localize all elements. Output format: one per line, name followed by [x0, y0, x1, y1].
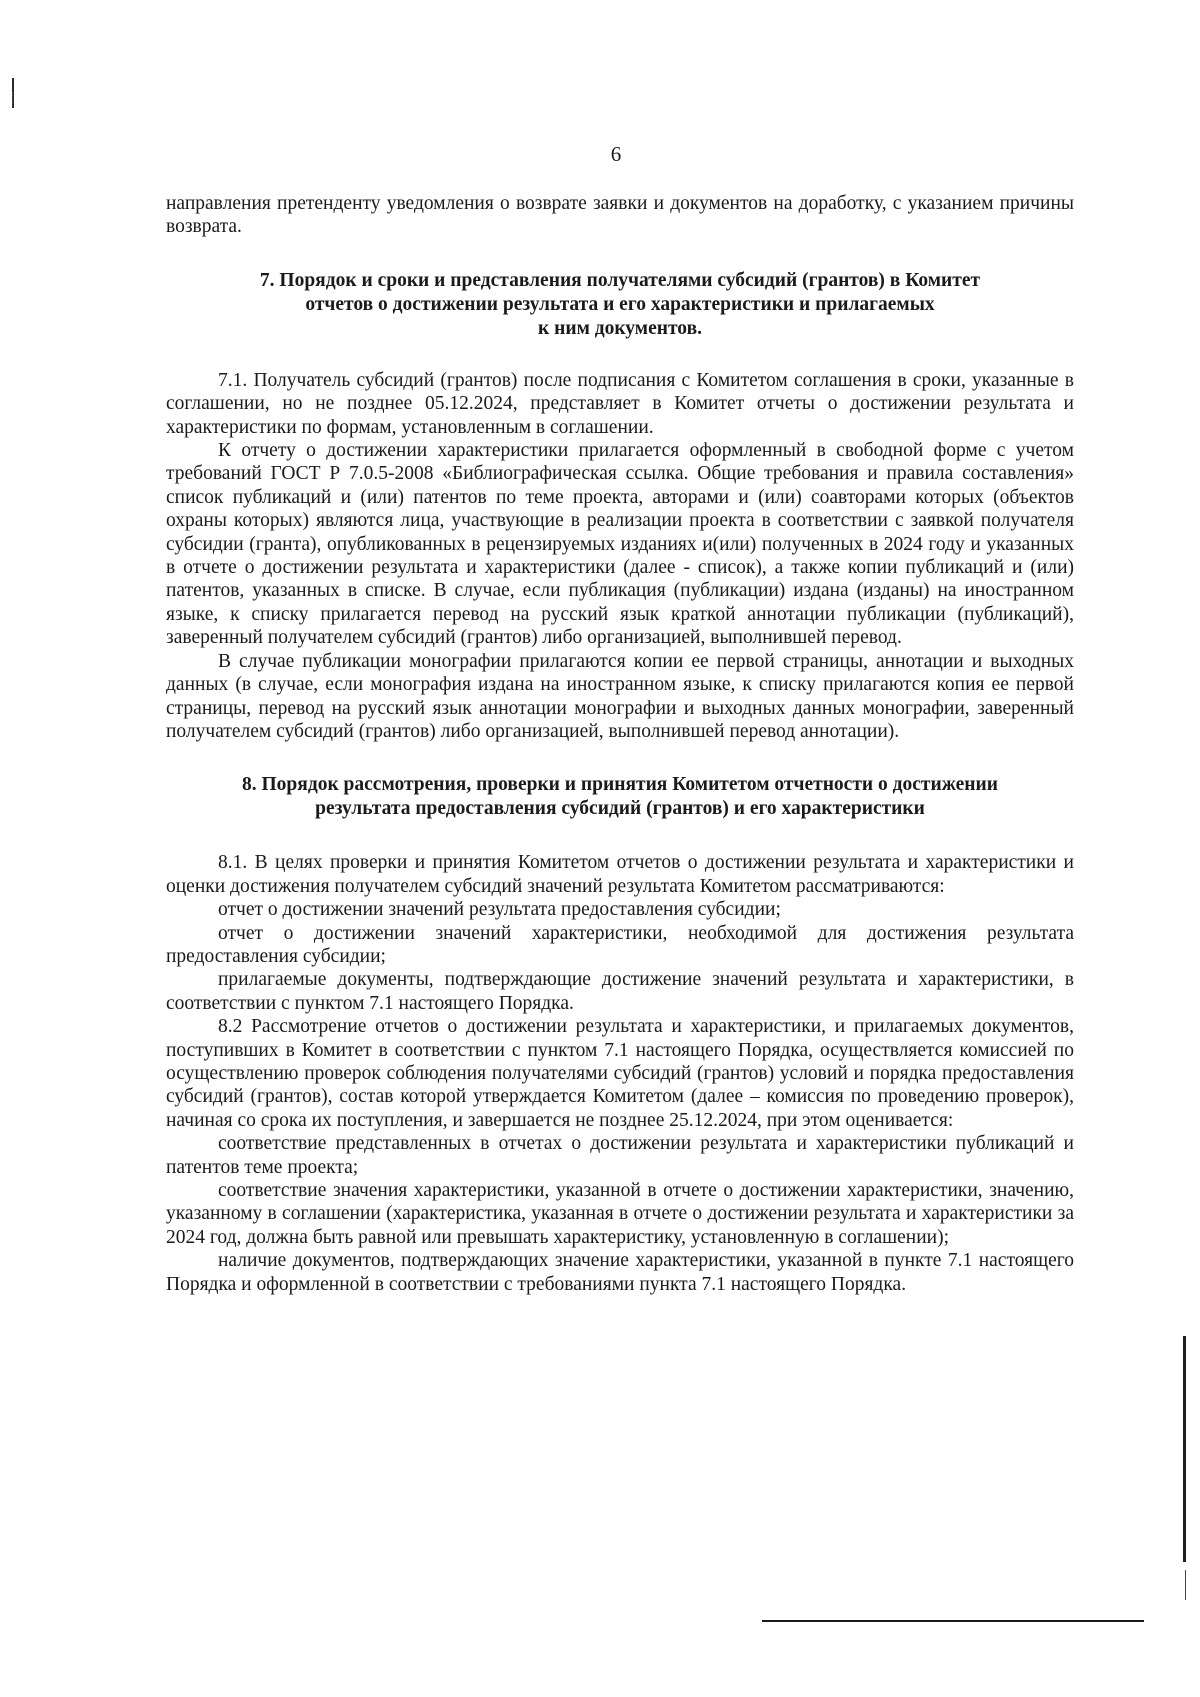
- section-8-heading-line: результата предоставления субсидий (грантов) и его характеристики: [315, 798, 925, 820]
- section-8-paragraph: соответствие представленных в отчетах о достижении результата и характеристики публикаций и патентов теме проекта;: [166, 1133, 1074, 1178]
- section-8-paragraph: 8.2 Рассмотрение отчетов о достижении результата и характеристики, и прилагаемых документов, поступивших в Комитет в соответствии с пунктом 7.1 настоящего Порядка, осуществляется комиссией по осуществлению проверок соблюдения получателями субсидий (грантов) условий и порядка предоставления субсидий (грантов), состав которой утверждается Комитетом (далее – комиссия по проведению проверок), начиная со срока их поступления, и завершается не позднее 25.12.2024, при этом оценивается:: [166, 1016, 1074, 1131]
- footer-rule: [762, 1620, 1144, 1622]
- section-7-heading-line: к ним документов.: [538, 317, 702, 339]
- section-7-heading: [166, 269, 1074, 341]
- section-7-paragraph: К отчету о достижении характеристики прилагается оформленный в свободной форме с учетом требований ГОСТ Р 7.0.5-2008 «Библиографическая ссылка. Общие требования и правила составления» список публикаций и (или) патентов по теме проекта, авторами и (или) соавторами которых (объектов охраны которых) являются лица, участвующие в реализации проекта в соответствии с заявкой получателя субсидии (гранта), опубликованных в рецензируемых изданиях и(или) полученных в 2024 году и указанных в отчете о достижении результата и характеристики (далее - список), а также копии публикаций и (или) патентов, указанных в списке. В случае, если публикация (публикации) издана (изданы) на иностранном языке, к списку прилагается перевод на русский язык краткой аннотации публикации (публикаций), заверенный получателем субсидий (грантов) либо организацией, выполнившей перевод.: [166, 440, 1074, 649]
- page-number: 6: [610, 142, 622, 166]
- section-7-heading-line: 7. Порядок и сроки и представления получателями субсидий (грантов) в Комитет: [259, 269, 981, 291]
- section-8-paragraph: соответствие значения характеристики, указанной в отчете о достижении характеристики, значению, указанному в соглашении (характеристика, указанная в отчете о достижении результата и характеристики за 2024 год, должна быть равной или превышать характеристику, установленную в соглашении);: [166, 1180, 1074, 1248]
- section-7-paragraph: В случае публикации монографии прилагаются копии ее первой страницы, аннотации и выходных данных (в случае, если монография издана на иностранном языке, к списку прилагаются копия ее первой страницы, перевод на русский язык аннотации монографии и выходных данных монографии, заверенный получателем субсидий (грантов) либо организацией, выполнившей перевод аннотации).: [166, 650, 1074, 742]
- scan-artifact-left-dots: [12, 92, 14, 106]
- section-8-paragraph: отчет о достижении значений результата предоставления субсидии;: [218, 899, 781, 921]
- section-8-paragraph: прилагаемые документы, подтверждающие достижение значений результата и характеристики, в соответствии с пунктом 7.1 настоящего Порядка.: [166, 969, 1074, 1014]
- scan-artifact-right: [1183, 1336, 1186, 1562]
- section-7-heading-line: отчетов о достижении результата и его характеристики и прилагаемых: [305, 293, 935, 315]
- section-8-paragraph: отчет о достижении значений характеристики, необходимой для достижения результата предоставления субсидии;: [166, 922, 1074, 967]
- section-8-heading: [166, 773, 1074, 821]
- section-8-paragraph: 8.1. В целях проверки и принятия Комитетом отчетов о достижении результата и характеристики и оценки достижения получателем субсидий значений результата Комитетом рассматриваются:: [166, 852, 1074, 897]
- scan-artifact-right-tail: [1185, 1570, 1186, 1600]
- intro-paragraph: направления претенденту уведомления о возврате заявки и документов на доработку, с указанием причины возврата.: [166, 193, 1074, 238]
- section-8-heading-line: 8. Порядок рассмотрения, проверки и принятия Комитетом отчетности о достижении: [242, 774, 998, 796]
- section-8-paragraph: наличие документов, подтверждающих значение характеристики, указанной в пункте 7.1 настоящего Порядка и оформленной в соответствии с требованиями пункта 7.1 настоящего Порядка.: [166, 1250, 1074, 1295]
- document-body: [166, 192, 1074, 1296]
- section-7-paragraph: 7.1. Получатель субсидий (грантов) после подписания с Комитетом соглашения в сроки, указанные в соглашении, но не позднее 05.12.2024, представляет в Комитет отчеты о достижении результата и характеристики по формам, установленным в соглашении.: [166, 369, 1074, 438]
